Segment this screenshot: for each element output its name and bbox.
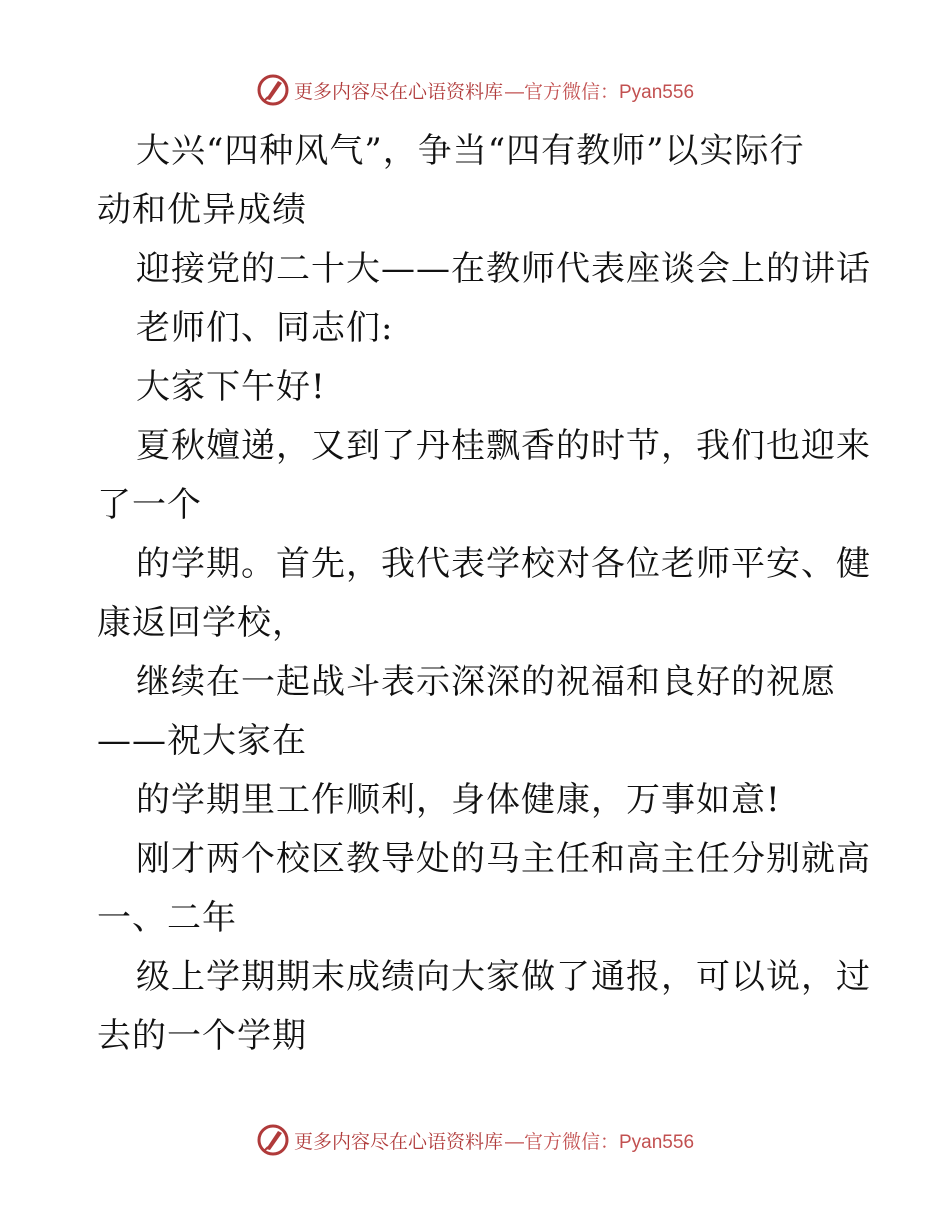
- banner-wechat-text: —官方微信：Pyan556: [505, 1131, 695, 1153]
- paragraph-line: 康返回学校，: [97, 603, 307, 643]
- subtitle-line: 迎接党的二十大——在教师代表座谈会上的讲话: [136, 249, 871, 289]
- paragraph-line: 的学期。首先，我代表学校对各位老师平安、健: [136, 544, 871, 584]
- banner-wechat-text: —官方微信：Pyan556: [505, 81, 695, 103]
- paragraph-line: 的学期里工作顺利，身体健康，万事如意!: [136, 780, 781, 820]
- greeting-line: 大家下午好!: [136, 367, 326, 407]
- paragraph-line: 夏秋嬗递，又到了丹桂飘香的时节，我们也迎来: [136, 426, 871, 466]
- paragraph-line: ——祝大家在: [97, 721, 307, 761]
- quill-logo-icon: [256, 1123, 290, 1157]
- document-body: [97, 122, 871, 1066]
- paragraph-line: 一、二年: [97, 898, 237, 938]
- title-line-2: 动和优异成绩: [97, 190, 307, 230]
- quill-logo-icon: [256, 73, 290, 107]
- footer-banner: [0, 1120, 950, 1160]
- paragraph-line: 级上学期期末成绩向大家做了通报，可以说，过: [136, 957, 871, 997]
- paragraph-line: 去的一个学期: [97, 1016, 307, 1056]
- header-banner: [0, 70, 950, 110]
- paragraph-line: 了一个: [97, 485, 202, 525]
- banner-site-text: 更多内容尽在心语资料库: [293, 80, 503, 103]
- title-line-1: 大兴“四种风气”，争当“四有教师”以实际行: [136, 131, 805, 171]
- paragraph-line: 继续在一起战斗表示深深的祝福和良好的祝愿: [136, 662, 836, 702]
- banner-site-text: 更多内容尽在心语资料库: [293, 1130, 503, 1153]
- salutation-line: 老师们、同志们:: [136, 308, 394, 348]
- paragraph-line: 刚才两个校区教导处的马主任和高主任分别就高: [136, 839, 871, 879]
